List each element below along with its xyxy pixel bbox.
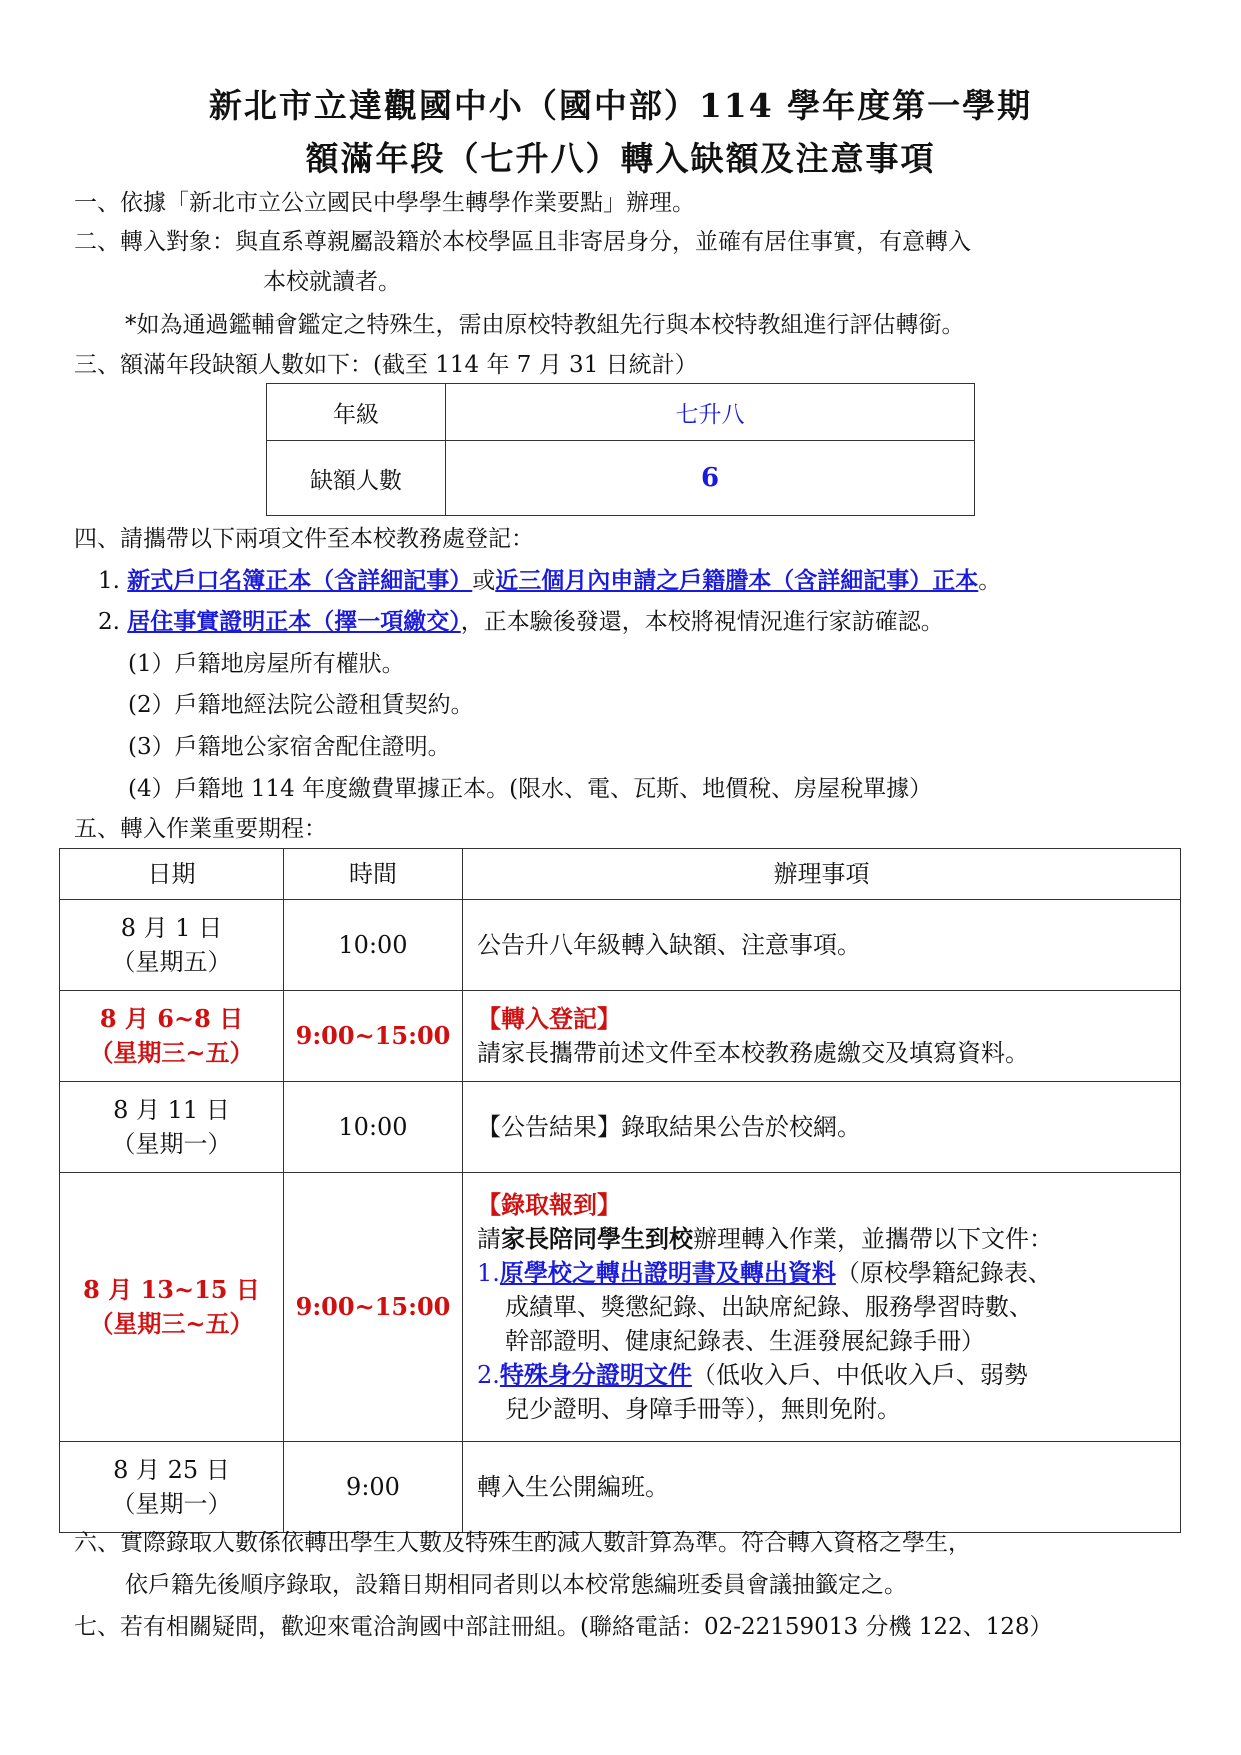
row-text: 請家長攜帶前述文件至本校教務處繳交及填寫資料。 (477, 1039, 1029, 1067)
title-line-1: 新北市立達觀國中小（國中部）114 學年度第一學期 (208, 86, 1033, 125)
row-text-line (477, 1358, 1179, 1392)
quota-table (266, 383, 975, 516)
title-line-2: 額滿年段（七升八）轉入缺額及注意事項 (305, 139, 936, 178)
list-num: 1. (477, 1259, 500, 1287)
row-text-line (477, 1222, 1179, 1256)
doc-2 (98, 607, 944, 637)
item-2-line-a: 二、轉入對象：與直系尊親屬設籍於本校學區且非寄居身分，並確有居住事實，有意轉入 (74, 229, 971, 255)
row-time: 10:00 (284, 1082, 463, 1173)
weekday-line: （星期一） (111, 1490, 232, 1518)
row-time: 9:00~15:00 (284, 1173, 463, 1442)
text-bold: 家長陪同學生到校 (501, 1224, 693, 1253)
row-text-line: 幹部證明、健康紀錄表、生涯發展紀錄手冊） (505, 1327, 985, 1355)
count-value: 6 (446, 441, 975, 516)
row-item: 轉入生公開編班。 (463, 1442, 1181, 1533)
row-item: 【公告結果】錄取結果公告於校網。 (463, 1082, 1181, 1173)
sub-2: (2）戶籍地經法院公證租賃契約。 (128, 692, 474, 718)
doc-1 (98, 566, 1001, 596)
row-text-line: 兒少證明、身障手冊等），無則免附。 (505, 1395, 901, 1423)
row-text-line (477, 1256, 1179, 1290)
weekday-line: （星期三~五） (89, 1038, 254, 1067)
doc-1-or: 或 (472, 568, 496, 594)
transfer-certificate: 原學校之轉出證明書及轉出資料 (499, 1258, 836, 1287)
row-text-line: 成績單、獎懲紀錄、出缺席紀錄、服務學習時數、 (505, 1293, 1033, 1321)
item-2-line-b: 本校就讀者。 (263, 269, 401, 295)
header-date: 日期 (60, 849, 284, 900)
row-date (60, 1082, 284, 1173)
row-tag: 【轉入登記】 (477, 1004, 621, 1033)
grade-label: 年級 (267, 384, 446, 441)
item-4: 四、請攜帶以下兩項文件至本校教務處登記： (74, 526, 534, 552)
table-row (60, 1082, 1181, 1173)
header-item: 辦理事項 (463, 849, 1181, 900)
doc-1-num: 1. (98, 568, 120, 594)
sub-1: (1）戶籍地房屋所有權狀。 (128, 651, 405, 677)
row-time: 9:00~15:00 (284, 991, 463, 1082)
weekday-line: （星期五） (111, 948, 232, 976)
row-date (60, 1442, 284, 1533)
row-item (463, 1173, 1181, 1442)
text: （原校學籍紀錄表、 (835, 1259, 1052, 1287)
row-item (463, 991, 1181, 1082)
item-5: 五、轉入作業重要期程： (74, 816, 327, 842)
date-line: 8 月 25 日 (113, 1456, 230, 1484)
list-num: 2. (477, 1361, 500, 1389)
date-line: 8 月 6~8 日 (99, 1004, 244, 1033)
table-row (60, 1173, 1181, 1442)
date-line: 8 月 1 日 (120, 914, 223, 942)
row-date (60, 900, 284, 991)
doc-2-num: 2. (98, 609, 120, 635)
special-status-proof: 特殊身分證明文件 (499, 1360, 692, 1389)
text: 請 (477, 1225, 501, 1253)
doc-1-household-register: 新式戶口名簿正本（含詳細記事） (127, 567, 473, 594)
row-item: 公告升八年級轉入缺額、注意事項。 (463, 900, 1181, 991)
weekday-line: （星期一） (111, 1130, 232, 1158)
row-date (60, 991, 284, 1082)
item-2-note: *如為通過鑑輔會鑑定之特殊生，需由原校特教組先行與本校特教組進行評估轉銜。 (125, 312, 965, 338)
item-3: 三、額滿年段缺額人數如下：(截至 114 年 7 月 31 日統計） (74, 352, 698, 378)
table-row (60, 1442, 1181, 1533)
text: （低收入戶、中低收入戶、弱勢 (691, 1361, 1028, 1389)
doc-1-transcript: 近三個月內申請之戶籍謄本（含詳細記事）正本 (495, 567, 979, 594)
header-time: 時間 (284, 849, 463, 900)
sub-4: (4）戶籍地 114 年度繳費單據正本。(限水、電、瓦斯、地價稅、房屋稅單據） (128, 776, 933, 802)
sub-3: (3）戶籍地公家宿舍配住證明。 (128, 734, 451, 760)
row-time: 10:00 (284, 900, 463, 991)
date-line: 8 月 13~15 日 (83, 1275, 260, 1304)
grade-value: 七升八 (446, 384, 975, 441)
item-6-line-b: 依戶籍先後順序錄取，設籍日期相同者則以本校常態編班委員會議抽籤定之。 (125, 1572, 907, 1598)
doc-1-end: 。 (978, 568, 1002, 594)
date-line: 8 月 11 日 (113, 1096, 230, 1124)
doc-2-text: ，正本驗後發還，本校將視情況進行家訪確認。 (460, 609, 944, 635)
item-1: 一、依據「新北市立公立國民中學學生轉學作業要點」辦理。 (74, 190, 695, 216)
text: 辦理轉入作業，並攜帶以下文件： (693, 1225, 1053, 1253)
item-7: 七、若有相關疑問，歡迎來電洽詢國中部註冊組。(聯絡電話：02-22159013 分機 122、128） (74, 1614, 1053, 1640)
item-6-line-a: 六、實際錄取人數係依轉出學生人數及特殊生酌減人數計算為準。符合轉入資格之學生， (74, 1530, 971, 1556)
row-tag: 【錄取報到】 (477, 1190, 621, 1219)
weekday-line: （星期三~五） (89, 1309, 254, 1338)
table-row (60, 900, 1181, 991)
table-row (60, 991, 1181, 1082)
row-date (60, 1173, 284, 1442)
doc-2-residence-proof: 居住事實證明正本（擇一項繳交） (127, 608, 461, 635)
schedule-table (59, 848, 1181, 1533)
row-time: 9:00 (284, 1442, 463, 1533)
count-label: 缺額人數 (267, 441, 446, 516)
